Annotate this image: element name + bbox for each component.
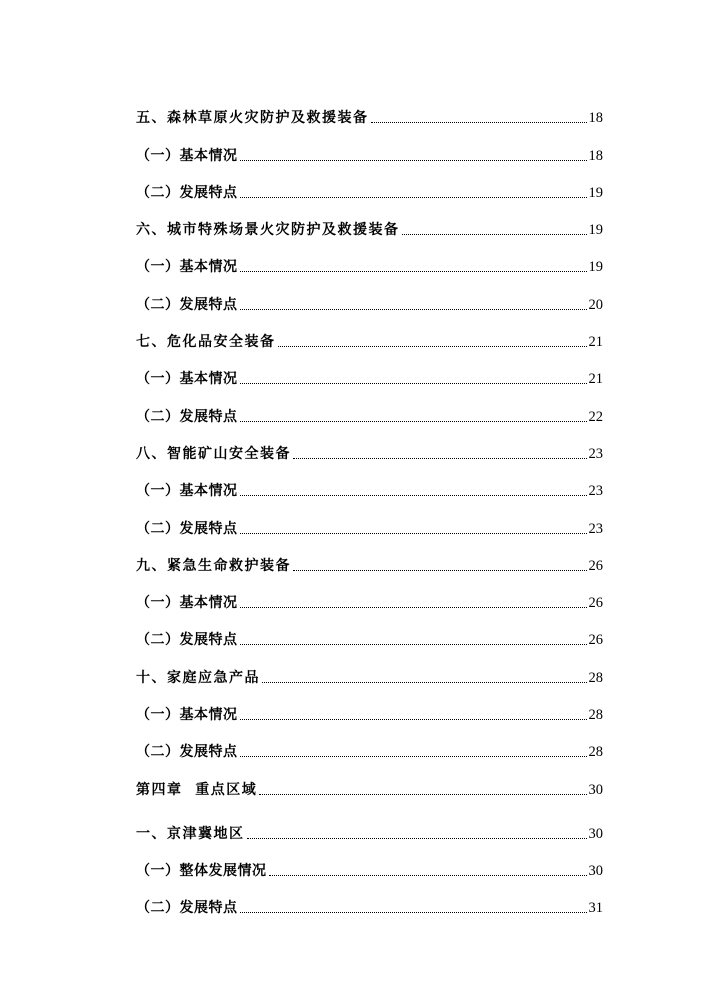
- dot-leader: [240, 421, 587, 422]
- toc-entry-page-number: 30: [588, 862, 603, 879]
- toc-entry-page-number: 28: [588, 744, 603, 761]
- toc-entry-page-number: 26: [588, 595, 603, 612]
- toc-entry-region-1[interactable]: [136, 800, 603, 844]
- toc-entry-section-5[interactable]: [136, 91, 603, 128]
- dot-leader: [240, 271, 587, 272]
- toc-entry-page-number: 31: [588, 900, 603, 917]
- toc-entry-subsection[interactable]: [136, 464, 603, 501]
- toc-entry-subsection[interactable]: [136, 277, 603, 314]
- toc-entry-section-8[interactable]: [136, 427, 603, 464]
- toc-entry-subsection[interactable]: [136, 352, 603, 389]
- toc-entry-label: （一）整体发展情况: [136, 862, 267, 879]
- toc-entry-subsection[interactable]: [136, 881, 603, 918]
- dot-leader: [402, 234, 587, 235]
- toc-entry-section-6[interactable]: [136, 203, 603, 240]
- dot-leader: [240, 607, 587, 608]
- toc-entry-page-number: 22: [588, 408, 603, 425]
- dot-leader: [293, 458, 587, 459]
- toc-entry-page-number: 19: [588, 259, 603, 276]
- toc-entry-label: 十、家庭应急产品: [136, 669, 260, 686]
- toc-entry-label: （二）发展特点: [136, 408, 238, 425]
- toc-entry-subsection[interactable]: [136, 576, 603, 613]
- toc-entry-page-number: 19: [588, 222, 603, 239]
- toc-entry-page-number: 26: [588, 632, 603, 649]
- toc-entry-label: 六、城市特殊场景火灾防护及救援装备: [136, 222, 400, 239]
- toc-entry-label: 八、智能矿山安全装备: [136, 445, 291, 462]
- toc-entry-label: （一）基本情况: [136, 707, 238, 724]
- toc-entry-page-number: 23: [588, 445, 603, 462]
- toc-entry-section-10[interactable]: [136, 650, 603, 687]
- toc-entry-label: （一）基本情况: [136, 259, 238, 276]
- toc-entry-page-number: 18: [588, 147, 603, 164]
- toc-entry-section-7[interactable]: [136, 315, 603, 352]
- toc-entry-label: 五、森林草原火灾防护及救援装备: [136, 110, 369, 127]
- toc-entry-label: （一）基本情况: [136, 483, 238, 500]
- dot-leader: [240, 912, 587, 913]
- dot-leader: [278, 346, 587, 347]
- toc-entry-page-number: 21: [588, 371, 603, 388]
- dot-leader: [259, 794, 586, 795]
- toc-entry-subsection[interactable]: [136, 166, 603, 203]
- toc-entry-label: 一、京津冀地区: [136, 825, 245, 842]
- toc-entry-label: （二）发展特点: [136, 744, 238, 761]
- toc-entry-subsection[interactable]: [136, 501, 603, 538]
- dot-leader: [240, 309, 587, 310]
- toc-entry-page-number: 21: [588, 334, 603, 351]
- toc-entry-page-number: 28: [588, 669, 603, 686]
- dot-leader: [240, 160, 587, 161]
- toc-entry-label: （二）发展特点: [136, 296, 238, 313]
- dot-leader: [240, 197, 587, 198]
- toc-entry-page-number: 30: [588, 825, 603, 842]
- dot-leader: [371, 122, 587, 123]
- toc-entry-page-number: 26: [588, 557, 603, 574]
- toc-entry-label: （二）发展特点: [136, 520, 238, 537]
- toc-entry-page-number: 19: [588, 184, 603, 201]
- toc-entry-page-number: 20: [588, 296, 603, 313]
- dot-leader: [269, 875, 587, 876]
- table-of-contents: [136, 91, 603, 918]
- toc-entry-label: （二）发展特点: [136, 184, 238, 201]
- toc-entry-page-number: 18: [588, 110, 603, 127]
- toc-entry-label: （一）基本情况: [136, 595, 238, 612]
- toc-entry-page-number: 28: [588, 707, 603, 724]
- toc-entry-subsection[interactable]: [136, 688, 603, 725]
- toc-entry-page-number: 23: [588, 520, 603, 537]
- toc-entry-section-9[interactable]: [136, 539, 603, 576]
- toc-entry-label: （二）发展特点: [136, 632, 238, 649]
- toc-entry-subsection[interactable]: [136, 389, 603, 426]
- toc-entry-label: 第四章 重点区域: [136, 781, 258, 798]
- toc-entry-label: （一）基本情况: [136, 371, 238, 388]
- toc-entry-page-number: 30: [588, 781, 603, 798]
- dot-leader: [240, 533, 587, 534]
- toc-entry-chapter-4[interactable]: [136, 762, 603, 799]
- dot-leader: [240, 719, 587, 720]
- dot-leader: [240, 495, 587, 496]
- toc-entry-label: （二）发展特点: [136, 900, 238, 917]
- toc-entry-subsection[interactable]: [136, 613, 603, 650]
- dot-leader: [240, 756, 587, 757]
- dot-leader: [293, 570, 587, 571]
- dot-leader: [247, 838, 587, 839]
- toc-entry-subsection[interactable]: [136, 240, 603, 277]
- dot-leader: [240, 383, 587, 384]
- toc-entry-page-number: 23: [588, 483, 603, 500]
- toc-entry-subsection[interactable]: [136, 725, 603, 762]
- toc-entry-subsection[interactable]: [136, 128, 603, 165]
- toc-entry-subsection[interactable]: [136, 844, 603, 881]
- dot-leader: [262, 682, 587, 683]
- toc-entry-label: （一）基本情况: [136, 147, 238, 164]
- toc-entry-label: 九、紧急生命救护装备: [136, 557, 291, 574]
- toc-entry-label: 七、危化品安全装备: [136, 334, 276, 351]
- dot-leader: [240, 644, 587, 645]
